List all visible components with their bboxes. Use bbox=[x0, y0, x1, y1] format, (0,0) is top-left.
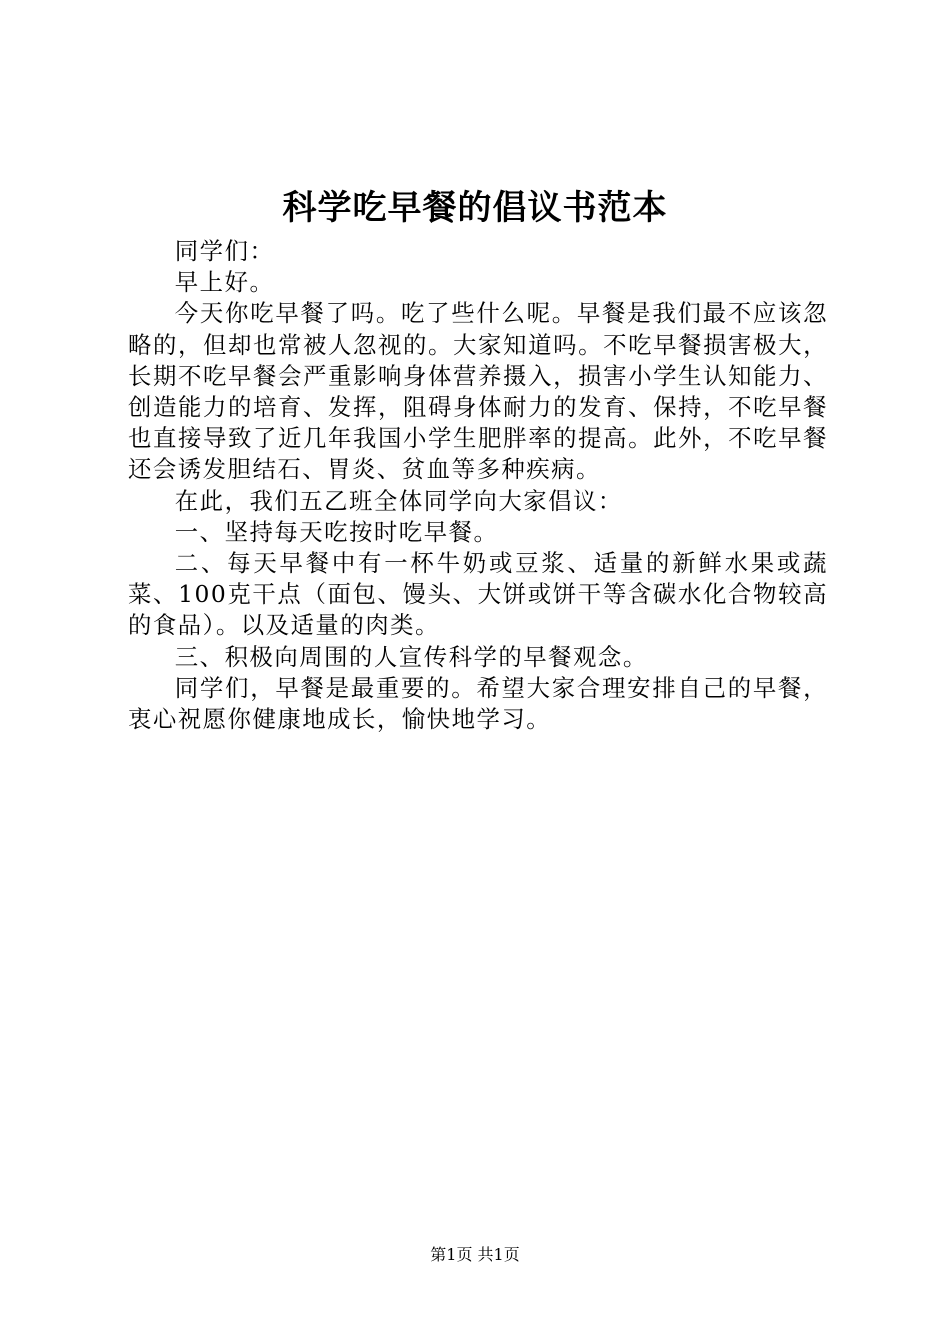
closing-paragraph: 同学们，早餐是最重要的。希望大家合理安排自己的早餐，衷心祝愿你健康地成长，愉快地学习。 bbox=[128, 673, 828, 734]
greeting: 早上好。 bbox=[174, 268, 275, 297]
body-paragraph: 今天你吃早餐了吗。吃了些什么呢。早餐是我们最不应该忽略的，但却也常被人忽视的。大家知道吗。不吃早餐损害极大，长期不吃早餐会严重影响身体营养摄入，损害小学生认知能力、创造能力的培育、发挥，阻碍身体耐力的发育、保持，不吃早餐也直接导致了近几年我国小学生肥胖率的提高。此外，不吃早餐还会诱发胆结石、胃炎、贫血等多种疾病。 bbox=[128, 299, 828, 484]
proposal-intro: 在此，我们五乙班全体同学向大家倡议： bbox=[174, 486, 623, 515]
proposal-item-3: 三、积极向周围的人宣传科学的早餐观念。 bbox=[174, 642, 648, 671]
document-body bbox=[128, 236, 828, 735]
page-number: 第1页 共1页 bbox=[430, 1245, 520, 1264]
proposal-item-1: 一、坚持每天吃按时吃早餐。 bbox=[174, 517, 499, 546]
salutation: 同学们： bbox=[174, 237, 275, 265]
document-title: 科学吃早餐的倡议书范本 bbox=[282, 188, 668, 228]
proposal-item-2: 二、每天早餐中有一杯牛奶或豆浆、适量的新鲜水果或蔬菜、100克干点（面包、馒头、大饼或饼干等含碳水化合物较高的食品）。以及适量的肉类。 bbox=[128, 549, 828, 640]
